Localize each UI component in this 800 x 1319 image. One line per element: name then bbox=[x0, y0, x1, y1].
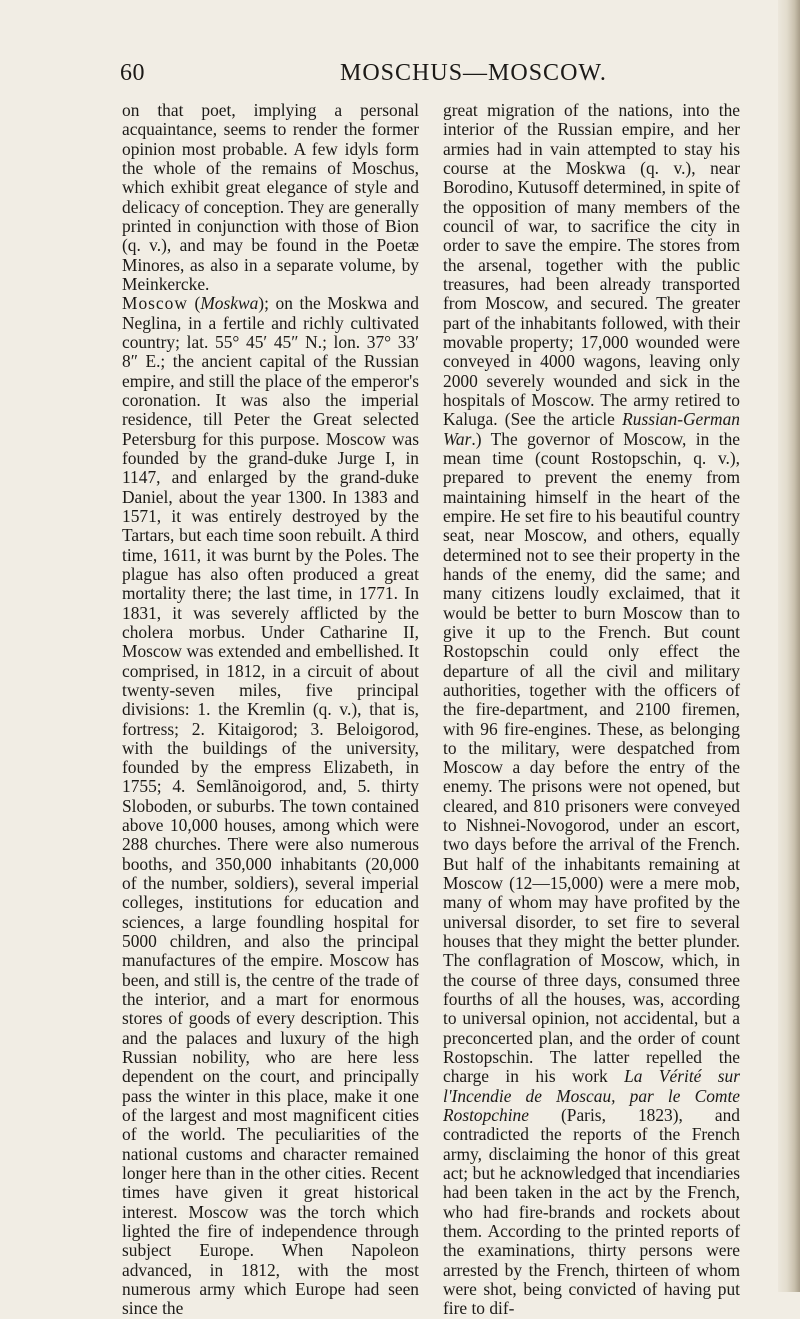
running-head: MOSCHUS—MOSCOW. bbox=[340, 60, 607, 86]
paragraph-moschus-end: on that poet, implying a personal acquaintance, seems to render the former opinion most probable. A few idyls form the whole of the remains of Moschus, which exhibit great elegance of style and delicacy of conception. They are generally printed in conjunction with those of Bion (q. v.), and may be found in the Poetæ Minores, as also in a separate volume, by Meinkercke. bbox=[122, 100, 419, 294]
page-number: 60 bbox=[120, 60, 145, 86]
text-part-a: great migration of the nations, into the interior of the Russian empire, and her armies had in vain attempted to stay his course at the Moskwa (q. v.), near Borodino, Kutusoff determined, in spite of the opposition of many members of the council of war, to sacrifice the city in order to save the empire. The stores from the arsenal, together with the public treasures, had been already transported from Moscow, and secured. The greater part of the inhabitants followed, with their movable property; 17,000 wounded were conveyed in 4000 wagons, leaving only 2000 severely wounded and sick in the hospitals of Moscow. The army retired to Kaluga. (See the article bbox=[443, 100, 740, 430]
paragraph-moscow-entry: Moscow (Moskwa); on the Moskwa and Neglina, in a fertile and richly cultivated country; lat. 55° 45′ 45″ N.; lon. 37° 33′ 8″ E.; the ancient capital of the Russian empire, and still the place of the emperor's coronation. It was also the imperial residence, till Peter the Great selected Petersburg for this purpose. Moscow was founded by the grand-duke Jurge I, in 1147, and enlarged by the grand-duke Daniel, about the year 1300. In 1383 and 1571, it was entirely destroyed by the Tartars, but each time soon rebuilt. A third time, 1611, it was burnt by the Poles. The plague has also often produced a great mortality there; the last time, in 1771. In 1831, it was severely afflicted by the cholera morbus. Under Catharine II, Moscow was extended and embellished. It comprised, in 1812, in a circuit of about twenty-seven miles, five principal divisions: 1. the Kremlin (q. v.), that is, fortress; 2. Kitaigorod; 3. Beloigorod, with the buildings of the university, founded by the empress Elizabeth, in 1755; 4. Semlãnoigorod, and, 5. thirty Sloboden, or suburbs. The town contained above 10,000 houses, among which were 288 churches. There were also numerous booths, and 350,000 inhabitants (20,000 of the number, soldiers), several imperial colleges, institutions for education and sciences, a large foundling hospital for 5000 children, and also the principal manufactures of the empire. Moscow has been, and still is, the centre of the trade of the interior, and a mart for enormous stores of goods of every description. This and the palaces and luxury of the high Russian nobility, who are here less dependent on the court, and principally pass the winter in this place, make it one of the largest and most magnificent cities of the world. The peculiarities of the national customs and character remained longer here than in the other cities. Recent times have given it great historical interest. Moscow was the torch which lighted the fire of independence through subject Europe. When Napoleon advanced, in 1812, with the most numerous army which Europe had seen since the bbox=[122, 293, 419, 1319]
entry-headword: Moscow bbox=[122, 293, 188, 314]
paragraph-moscow-continued bbox=[443, 101, 740, 1319]
entry-native-name: Moskwa bbox=[200, 293, 259, 314]
cited-work-title: La Vérité sur l'Incendie de Moscau, par le Comte Rostopchine bbox=[443, 1066, 740, 1126]
text-part-c: (Paris, 1823), and contradicted the reports of the French army, disclaiming the honor of this great act; but he acknowledged that incendiaries had been taken in the act by the French, who had fire-brands and rockets about them. According to the printed reports of the examinations, thirty persons were arrested by the French, thirteen of whom were shot, being convicted of having put fire to dif- bbox=[443, 1105, 740, 1319]
left-column bbox=[122, 101, 419, 1319]
text-part-b: .) The governor of Moscow, in the mean time (count Rostopschin, q. v.), prepared to prevent the enemy from maintaining himself in the heart of the empire. He set fire to his beautiful country seat, near Moscow, and others, equally determined not to see their property in the hands of the enemy, did the same; and many citizens loudly exclaimed, that it would be better to burn Moscow than to give it up to the French. But count Rostopschin could only effect the departure of all the civil and military authorities, together with the officers of the fire-department, and 2100 firemen, with 96 fire-engines. These, as belonging to the military, were despatched from Moscow a day before the entry of the enemy. The prisons were not opened, but cleared, and 810 prisoners were conveyed to Nishnei-Novogorod, under an escort, two days before the arrival of the French. But half of the inhabitants remaining at Moscow (12—15,000) were a mere mob, many of whom may have profited by the universal disorder, to set fire to several houses that they might the better plunder. The conflagration of Moscow, which, in the course of three days, consumed three fourths of all the houses, was, according to universal opinion, not accidental, but a preconcerted plan, and the order of count Rostopschin. The latter repelled the charge in his work bbox=[443, 428, 740, 1087]
page-edge-shadow bbox=[778, 0, 800, 1292]
cross-reference: Russian-German War bbox=[443, 409, 740, 449]
right-column bbox=[443, 101, 740, 1319]
entry-body: ; on the Moskwa and Neglina, in a fertile and richly cultivated country; lat. 55° 45′ 45″ N.; lon. 37° 33′ 8″ E.; the ancient capital of the Russian empire, and still the place of the emperor's coronation. It was also the imperial residence, till Peter the Great selected Petersburg for this purpose. Moscow was founded by the grand-duke Jurge I, in 1147, and enlarged by the grand-duke Daniel, about the year 1300. In 1383 and 1571, it was entirely destroyed by the Tartars, but each time soon rebuilt. A third time, 1611, it was burnt by the Poles. The plague has also often produced a great mortality there; the last time, in 1771. In 1831, it was severely afflicted by the cholera morbus. Under Catharine II, Moscow was extended and embellished. It comprised, in 1812, in a circuit of about twenty-seven miles, five principal divisions: 1. the Kremlin (q. v.), that is, fortress; 2. Kitaigorod; 3. Beloigorod, with the buildings of the university, founded by the empress Elizabeth, in 1755; 4. Semlãnoigorod, and, 5. thirty Sloboden, or suburbs. The town contained above 10,000 houses, among which were 288 churches. There were also numerous booths, and 350,000 inhabitants (20,000 of the number, soldiers), several imperial colleges, institutions for education and sciences, a large foundling hospital for 5000 children, and also the principal manufactures of the empire. Moscow has been, and still is, the centre of the trade of the interior, and a mart for enormous stores of goods of every description. This and the palaces and luxury of the high Russian nobility, who are here less dependent on the court, and principally pass the winter in this place, make it one of the largest and most magnificent cities of the world. The peculiarities of the national customs and character remained longer here than in the other cities. Recent times have given it great historical interest. Moscow was the torch which lighted the fire of independence through subject Europe. When Napoleon advanced, in 1812, with the most numerous army which Europe had seen since the bbox=[122, 293, 419, 1319]
page-header bbox=[120, 60, 720, 90]
